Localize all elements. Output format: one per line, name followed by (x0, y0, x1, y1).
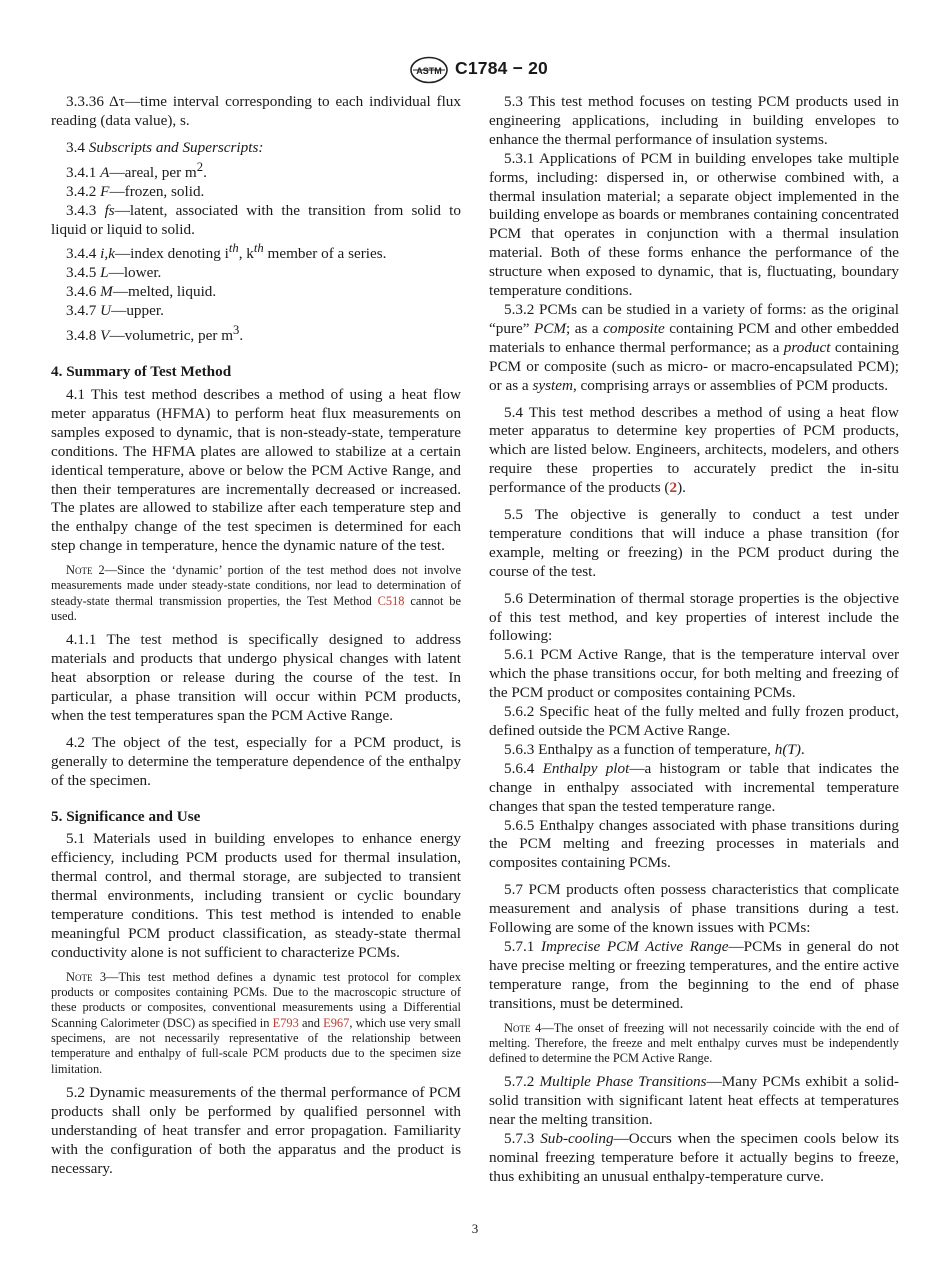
astm-logo-text: ASTM (416, 66, 442, 76)
definition-3-4-5: 3.4.5 L—lower. (66, 264, 162, 282)
note-4: Note 4—The onset of freezing will not necessarily coincide with the end of melting. Therefore, the freeze and melt enthalpy curves must be independently defined to determine the PCM Active Range. (489, 1020, 899, 1066)
paragraph-5-3: 5.3 This test method focuses on testing PCM products used in engineering applications, including in building envelopes to enhance the thermal performance of insulation systems. (489, 93, 899, 148)
paragraph-5-6: 5.6 Determination of thermal storage properties is the objective of this test method, and key properties of interest include the following: (489, 589, 899, 645)
paragraph-5-3-2: 5.3.2 PCMs can be studied in a variety of forms: as the original “pure” PCM; as a composite containing PCM and other embedded materials to enhance thermal performance; as a product containing PCM or composite (such as micro- or macro-encapsulated PCM); or as a system, comprising arrays or assemblies of PCM products. (489, 300, 899, 394)
paragraph-5-5: 5.5 The objective is generally to conduct a test under temperature conditions that will induce a phase transition (for example, melting or freezing) in the PCM product during the course of the test. (489, 506, 899, 580)
paragraph-4-1-1: 4.1.1 The test method is specifically designed to address materials and products that undergo physical changes with latent heat absorption or release during the course of the test. In particular, a phase transition will occur within PCM products, when the test temperatures span the PCM Active Range. (51, 631, 461, 724)
definition-3-4-2: 3.4.2 F—frozen, solid. (66, 182, 205, 200)
paragraph-4-1: 4.1 This test method describes a method of using a heat flow meter apparatus (HFMA) to perform heat flux measurements on samples exposed to dynamic, that is non-steady-state, temperature conditions. The HFMA plates are allowed to stabilize at a certain identical temperature, above or below the PCM Active Range, and then their temperatures are incrementally decreased or increased. The plates are allowed to stabilize after each temperature step and the enthalpy change of the test specimen is determined for each step change in temperature, hence the dynamic nature of the test. (51, 385, 461, 555)
paragraph-5-3-1: 5.3.1 Applications of PCM in building envelopes take multiple forms, including: dispersed in, or otherwise combined with, a thermal insulation material; a separate object implemented in the building envelope as boards or membranes containing concentrated PCM that operates in conjunction with a thermal insulation material. Both of these forms enhance the performance of the structure when exposed to dynamic, that is, fluctuating, boundary temperature conditions. (489, 149, 899, 300)
definition-3-4-8: 3.4.8 V—volumetric, per $m^3$. (66, 323, 244, 345)
definition-3-4-7: 3.4.7 U—upper. (66, 302, 164, 320)
paragraph-5-7-2: 5.7.2 Multiple Phase Transitions—Many PCMs exhibit a solid-solid transition with significant latent heat effects at temperatures near the melting transition. (489, 1073, 899, 1129)
paragraph-5-6-1: 5.6.1 PCM Active Range, that is the temperature interval over which the phase transitions occur, for both melting and freezing of the PCM product or composites containing PCMs. (489, 646, 899, 702)
definition-3-4-3: 3.4.3 fs—latent, associated with the transition from solid to liquid or liquid to solid. (51, 201, 461, 238)
reference-link-e967[interactable]: E967 (323, 1015, 350, 1030)
definition-3-4-1: 3.4.1 A—areal, per $m^2$. (66, 159, 207, 181)
paragraph-5-6-5: 5.6.5 Enthalpy changes associated with phase transitions during the PCM melting and freezing processes in materials and composites containing PCMs. (489, 816, 899, 872)
section-3-4-heading: 3.4 Subscripts and Superscripts: (66, 138, 264, 156)
page-header (0, 56, 950, 86)
reference-link-c518[interactable]: C518 (377, 593, 405, 608)
left-column (51, 93, 461, 1178)
paragraph-5-4: 5.4 This test method describes a method of using a heat flow meter apparatus to determine key properties of PCM products, which are listed below. Engineers, architects, modelers, and others require these properties to accurately predict the in-situ performance of the products (2). (489, 403, 899, 497)
paragraph-5-6-3: 5.6.3 Enthalpy as a function of temperature, h(T). (504, 740, 805, 758)
paragraph-5-7-1: 5.7.1 Imprecise PCM Active Range—PCMs in general do not have precise melting or freezing temperatures, and the entire active temperature range, from the beginning to the end of phase transitions, must be determined. (489, 937, 899, 1012)
paragraph-5-6-2: 5.6.2 Specific heat of the fully melted and fully frozen product, defined outside the PCM Active Range. (489, 703, 899, 739)
section-5-heading: 5. Significance and Use (51, 807, 201, 825)
reference-link-e793[interactable]: E793 (272, 1015, 299, 1030)
document-designation: C1784 − 20 (455, 58, 548, 78)
section-4-heading: 4. Summary of Test Method (51, 363, 232, 381)
paragraph-5-7: 5.7 PCM products often possess characteristics that complicate measurement and analysis of phase transitions during a test. Following are some of the known issues with PCMs: (489, 881, 899, 937)
paragraph-5-6-4: 5.6.4 Enthalpy plot—a histogram or table that indicates the change in enthalpy associated with incremental temperature changes that span the tested temperature range. (489, 759, 899, 815)
definition-3-4-4: 3.4.4 i,k—index denoting $i^{th}$, $k^{th}$ member of a series. (66, 241, 387, 263)
paragraph-5-1: 5.1 Materials used in building envelopes to enhance energy efficiency, including PCM products used for thermal insulation, thermal control, and thermal storage, are subjected to transient thermal environments, including transient or cyclic boundary temperature conditions. This test method is intended to enable meaningful PCM product classification, as steady-state thermal conductivity alone is not sufficient to characterize PCMs. (51, 830, 461, 961)
note-2: Note 2—Since the ‘dynamic’ portion of the test method does not involve measurements made under steady-state conditions, nor lead to determination of steady-state thermal transmission properties, the Test Method C518 cannot be used. (51, 563, 461, 624)
paragraph-4-2: 4.2 The object of the test, especially for a PCM product, is generally to determine the temperature dependence of the enthalpy of the specimen. (51, 733, 461, 789)
astm-logo-icon (409, 56, 449, 84)
page-number: 3 (471, 1221, 479, 1236)
definition-3-4-6: 3.4.6 M—melted, liquid. (66, 283, 217, 301)
paragraph-5-7-3: 5.7.3 Sub-cooling—Occurs when the specimen cools below its nominal freezing temperature before it actually begins to freeze, thus exhibiting an unusual enthalpy-temperature curve. (489, 1130, 899, 1186)
definition-3-3-36: 3.3.36 Δτ—time interval corresponding to each individual flux reading (data value), s. (51, 93, 461, 129)
note-3: Note 3—This test method defines a dynamic test protocol for complex products or composites containing PCMs. Due to the macroscopic structure of these products or composites, conventional measurements using a Differential Scanning Calorimeter (DSC) as specified in E793 and E967, which use very small specimens, are not necessarily representative of the relationship between temperature and enthalpy of full-scale PCM products due to the specimen size limitation. (51, 969, 461, 1076)
right-column (489, 93, 899, 1187)
paragraph-5-2: 5.2 Dynamic measurements of the thermal performance of PCM products shall only be performed by qualified personnel with understanding of heat transfer and error propagation. Familiarity with the configuration of both the apparatus and the product is necessary. (51, 1083, 461, 1177)
reference-link-2[interactable]: 2 (669, 479, 678, 497)
